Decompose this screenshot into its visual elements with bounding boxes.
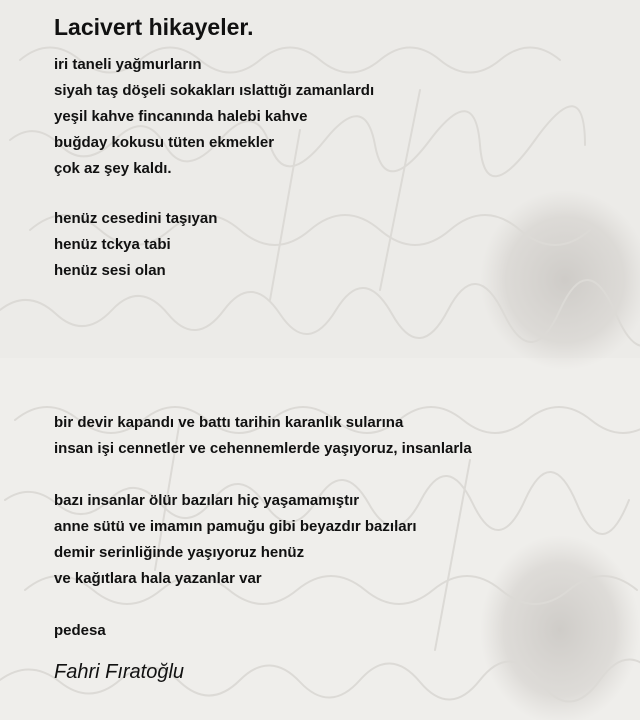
poem-line: buğday kokusu tüten ekmekler xyxy=(54,134,275,151)
poem-line: bazı insanlar ölür bazıları hiç yaşamamıştır xyxy=(54,492,360,509)
poem-author: Fahri Fıratoğlu xyxy=(54,661,185,683)
poem-line: iri taneli yağmurların xyxy=(54,56,202,73)
poem-line: bir devir kapandı ve battı tarihin karanlık sularına xyxy=(54,414,404,431)
poem-title: Lacivert hikayeler. xyxy=(54,14,254,40)
poem-line: demir serinliğinde yaşıyoruz henüz xyxy=(54,544,305,561)
poem-line: henüz sesi olan xyxy=(54,262,166,279)
poem-line: insan işi cennetler ve cehennemlerde yaşıyoruz, insanlarla xyxy=(54,440,472,457)
stanza-4 xyxy=(54,488,417,592)
poem-line: yeşil kahve fincanında halebi kahve xyxy=(54,108,308,125)
stanza-5 xyxy=(54,618,106,644)
poem-line: ve kağıtlara hala yazanlar var xyxy=(54,570,262,587)
poem-line: çok az şey kaldı. xyxy=(54,160,172,177)
poem-line: henüz tckya tabi xyxy=(54,236,171,253)
poem-line: henüz cesedini taşıyan xyxy=(54,210,218,227)
stanza-1 xyxy=(54,52,374,182)
stanza-3 xyxy=(54,410,472,462)
poem-line: anne sütü ve imamın pamuğu gibi beyazdır bazıları xyxy=(54,518,417,535)
poem-line: siyah taş döşeli sokakları ıslattığı zamanlardı xyxy=(54,82,375,99)
poem-line: pedesa xyxy=(54,622,106,639)
stanza-2 xyxy=(54,206,217,284)
ink-blot-lower xyxy=(480,535,640,720)
